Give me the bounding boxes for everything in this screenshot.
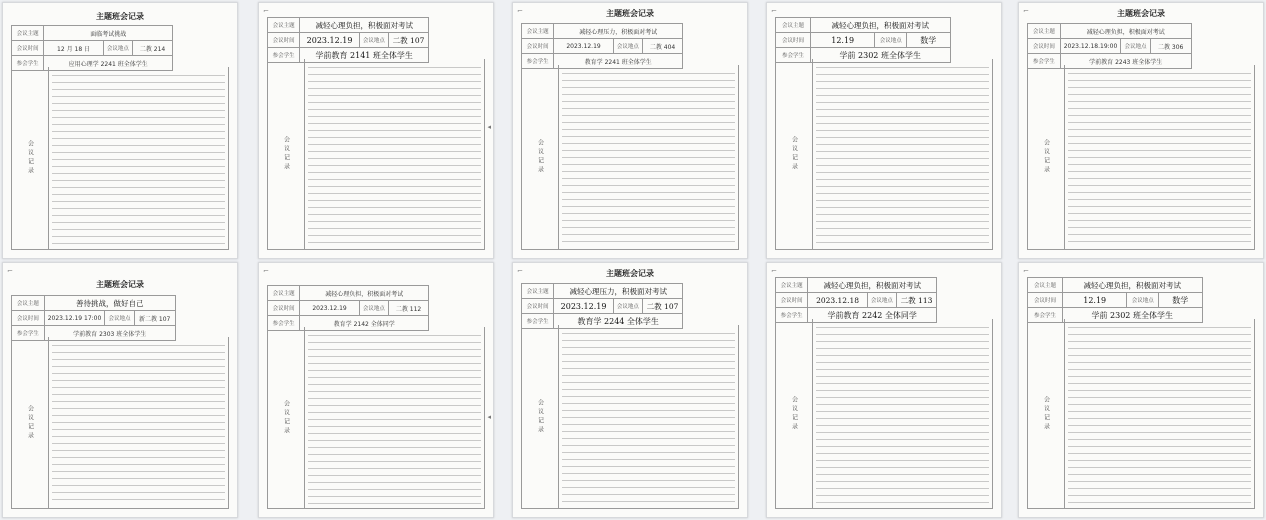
meeting-record-page-1[interactable] — [2, 2, 238, 259]
time-label: 会议时间 — [268, 301, 300, 316]
place-value: 二教 404 — [642, 39, 682, 54]
record-body — [1027, 65, 1255, 250]
date-value: 2023.12.19 — [300, 33, 360, 48]
time-label: 会议时间 — [1028, 39, 1061, 54]
place-label: 会议地点 — [875, 33, 906, 48]
attendees-label: 参会学生 — [268, 316, 300, 331]
meta-table — [267, 17, 429, 63]
topic-label: 会议主题 — [522, 284, 554, 299]
date-value: 12 月 18 日 — [44, 41, 104, 56]
topic-value: 减轻心理负担，积极面对考试 — [300, 18, 429, 33]
record-body — [1027, 319, 1255, 509]
corner-mark-icon: ⌐ — [517, 7, 523, 15]
date-value: 2023.12.19 — [554, 39, 614, 54]
place-label: 会议地点 — [105, 311, 134, 326]
handwritten-text-block — [308, 331, 481, 504]
record-label: 会议记录 — [1042, 139, 1050, 175]
attendees-value: 学前教育 2303 班全体学生 — [44, 326, 175, 341]
record-body — [11, 67, 229, 250]
record-body — [521, 325, 739, 509]
record-label: 会议记录 — [282, 136, 290, 172]
meta-table — [521, 283, 683, 329]
record-label: 会议记录 — [790, 136, 798, 172]
topic-value: 减轻心理压力，积极面对考试 — [554, 284, 683, 299]
topic-value: 减轻心理负担，积极面对考试 — [300, 286, 429, 301]
date-value: 2023.12.19 17:00 — [44, 311, 105, 326]
attendees-value: 教育学 2142 全体同学 — [300, 316, 429, 331]
handwritten-text-block — [562, 69, 735, 245]
topic-label: 会议主题 — [776, 18, 811, 33]
topic-value: 减轻心理负担，积极面对考试 — [1060, 24, 1191, 39]
place-label: 会议地点 — [613, 299, 642, 314]
attendees-value: 学前教育 2243 班全体学生 — [1060, 54, 1191, 69]
topic-label: 会议主题 — [1028, 278, 1063, 293]
time-label: 会议时间 — [1028, 293, 1063, 308]
date-value: 2023.12.18 — [808, 293, 868, 308]
handwritten-text-block — [816, 63, 989, 245]
handwritten-text-block — [52, 71, 225, 245]
place-label: 会议地点 — [359, 33, 388, 48]
corner-mark-icon: ⌐ — [771, 7, 777, 15]
record-body — [521, 65, 739, 250]
meta-table — [775, 277, 937, 323]
time-label: 会议时间 — [268, 33, 300, 48]
attendees-value: 应用心理学 2241 班全体学生 — [44, 56, 173, 71]
meeting-record-page-6[interactable] — [2, 262, 238, 518]
topic-label: 会议主题 — [522, 24, 554, 39]
meta-table — [1027, 23, 1192, 69]
meta-table — [11, 295, 176, 341]
place-value: 数学 — [906, 33, 950, 48]
meeting-record-page-5[interactable] — [1018, 2, 1264, 259]
page-title: 主题班会记录 — [606, 268, 654, 278]
record-body — [775, 59, 993, 250]
record-label: 会议记录 — [26, 404, 34, 441]
record-body — [11, 337, 229, 509]
page-title: 主题班会记录 — [1117, 8, 1165, 18]
place-value: 二教 214 — [132, 41, 172, 56]
date-value: 2023.12.18.19:00 — [1060, 39, 1121, 54]
topic-label: 会议主题 — [268, 286, 300, 301]
attendees-value: 学前教育 2242 全体同学 — [808, 308, 937, 323]
place-label: 会议地点 — [359, 301, 388, 316]
time-label: 会议时间 — [522, 39, 554, 54]
attendees-label: 参会学生 — [522, 54, 554, 69]
handwritten-text-block — [52, 341, 225, 504]
attendees-value: 学前教育 2141 班全体学生 — [300, 48, 429, 63]
attendees-label: 参会学生 — [12, 56, 44, 71]
topic-label: 会议主题 — [268, 18, 300, 33]
handwritten-text-block — [1068, 69, 1251, 245]
meta-table — [521, 23, 683, 69]
corner-mark-icon: ⌐ — [1023, 267, 1029, 275]
place-value: 二教 306 — [1150, 39, 1191, 54]
record-label: 会议记录 — [26, 140, 34, 176]
date-value: 2023.12.19 — [300, 301, 360, 316]
place-label: 会议地点 — [1127, 293, 1158, 308]
time-label: 会议时间 — [522, 299, 554, 314]
meeting-record-page-7[interactable] — [258, 262, 494, 518]
topic-value: 减轻心理负担，积极面对考试 — [808, 278, 937, 293]
attendees-label: 参会学生 — [268, 48, 300, 63]
place-value: 二教 107 — [642, 299, 682, 314]
topic-label: 会议主题 — [776, 278, 808, 293]
time-label: 会议时间 — [776, 293, 808, 308]
attendees-label: 参会学生 — [776, 308, 808, 323]
attendees-label: 参会学生 — [522, 314, 554, 329]
place-label: 会议地点 — [613, 39, 642, 54]
meta-table — [1027, 277, 1203, 323]
corner-mark-icon: ⌐ — [263, 7, 269, 15]
attendees-value: 教育学 2241 班全体学生 — [554, 54, 683, 69]
date-value: 12.19 — [810, 33, 875, 48]
record-label: 会议记录 — [1042, 395, 1050, 432]
corner-mark-icon: ⌐ — [7, 267, 13, 275]
topic-value: 减轻心理负担，积极面对考试 — [810, 18, 950, 33]
attendees-label: 参会学生 — [1028, 54, 1061, 69]
page-arrow-icon: ◂ — [487, 123, 491, 131]
meeting-record-page-4[interactable] — [766, 2, 1002, 259]
record-label: 会议记录 — [790, 395, 798, 432]
topic-value: 减轻心理负担，积极面对考试 — [1062, 278, 1202, 293]
handwritten-text-block — [562, 329, 735, 504]
topic-value: 减轻心理压力，积极面对考试 — [554, 24, 683, 39]
place-label: 会议地点 — [867, 293, 896, 308]
place-value: 二教 112 — [388, 301, 428, 316]
corner-mark-icon: ⌐ — [263, 267, 269, 275]
meta-table — [267, 285, 429, 331]
meta-table — [775, 17, 951, 63]
handwritten-text-block — [308, 63, 481, 245]
meeting-record-page-3[interactable] — [512, 2, 748, 259]
record-label: 会议记录 — [282, 399, 290, 436]
topic-value: 善待挑战，做好自己 — [44, 296, 175, 311]
meeting-record-page-8[interactable] — [512, 262, 748, 518]
page-title: 主题班会记录 — [96, 279, 144, 289]
record-body — [267, 59, 485, 250]
date-value: 2023.12.19 — [554, 299, 614, 314]
handwritten-text-block — [816, 323, 989, 504]
place-value: 数学 — [1158, 293, 1202, 308]
topic-label: 会议主题 — [12, 296, 45, 311]
meeting-record-page-9[interactable] — [766, 262, 1002, 518]
corner-mark-icon: ⌐ — [771, 267, 777, 275]
attendees-label: 参会学生 — [12, 326, 45, 341]
record-body — [267, 327, 485, 509]
topic-value: 面临考试挑战 — [44, 26, 173, 41]
meeting-record-page-10[interactable] — [1018, 262, 1264, 518]
corner-mark-icon: ⌐ — [517, 267, 523, 275]
place-value: 新二教 107 — [134, 311, 175, 326]
time-label: 会议时间 — [12, 311, 45, 326]
handwritten-text-block — [1068, 323, 1251, 504]
attendees-value: 学前 2302 班全体学生 — [810, 48, 950, 63]
corner-mark-icon: ⌐ — [1023, 7, 1029, 15]
meta-table — [11, 25, 173, 71]
page-title: 主题班会记录 — [96, 11, 144, 21]
attendees-value: 学前 2302 班全体学生 — [1062, 308, 1202, 323]
record-label: 会议记录 — [536, 398, 544, 435]
page-title: 主题班会记录 — [606, 8, 654, 18]
record-label: 会议记录 — [536, 139, 544, 175]
time-label: 会议时间 — [776, 33, 811, 48]
topic-label: 会议主题 — [1028, 24, 1061, 39]
topic-label: 会议主题 — [12, 26, 44, 41]
place-label: 会议地点 — [1121, 39, 1150, 54]
date-value: 12.19 — [1062, 293, 1127, 308]
page-arrow-icon: ◂ — [487, 413, 491, 421]
meeting-record-page-2[interactable] — [258, 2, 494, 259]
place-label: 会议地点 — [103, 41, 132, 56]
attendees-label: 参会学生 — [776, 48, 811, 63]
attendees-value: 教育学 2244 全体学生 — [554, 314, 683, 329]
place-value: 二教 107 — [388, 33, 428, 48]
attendees-label: 参会学生 — [1028, 308, 1063, 323]
record-body — [775, 319, 993, 509]
place-value: 二教 113 — [896, 293, 936, 308]
time-label: 会议时间 — [12, 41, 44, 56]
